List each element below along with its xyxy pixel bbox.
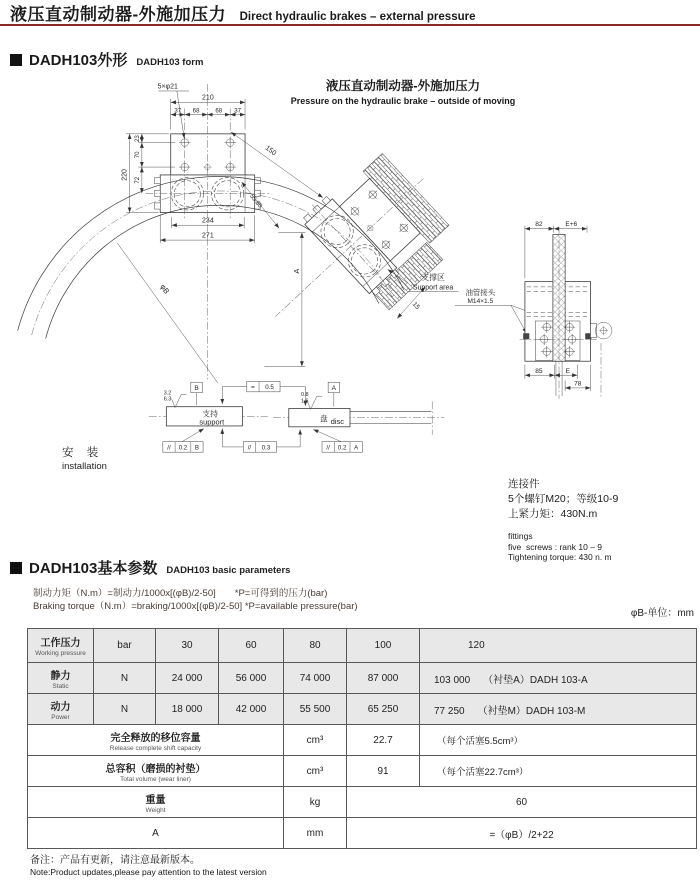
power-en: Power xyxy=(51,713,70,721)
release-unit: cm³ xyxy=(284,725,347,756)
section-form-heading xyxy=(10,49,203,70)
dim-72: 72 xyxy=(134,176,142,184)
page-title-zh: 液压直动制动器-外施加压力 xyxy=(10,5,227,24)
dim-234: 234 xyxy=(202,217,214,225)
datum-a: A xyxy=(331,385,337,393)
drawing-title-zh: 液压直动制动器-外施加压力 xyxy=(325,79,481,93)
section-square-icon xyxy=(10,562,22,574)
dim-271: 271 xyxy=(202,232,214,240)
volume-en: Total volume (wear liner) xyxy=(120,775,191,783)
power-v1: 18 000 xyxy=(156,694,219,725)
footer-note xyxy=(30,851,267,877)
fittings-en-2: five screws : rank 10 – 9 xyxy=(508,541,603,552)
dim-phiB: φB xyxy=(158,282,172,296)
section-params-en: DADH103 basic parameters xyxy=(166,565,291,576)
table-row-power xyxy=(28,694,697,725)
tol-eq-sym: = xyxy=(251,384,255,392)
oil-pipe-spec: M14×1.5 xyxy=(467,298,494,306)
dim-23: 23 xyxy=(134,135,142,143)
dim-A: A xyxy=(291,268,301,274)
roughness-a-2: 1.6 xyxy=(301,398,309,405)
wp-zh: 工作压力 xyxy=(40,638,81,649)
roughness-b-2: 6.3 xyxy=(163,396,172,403)
static-v3: 74 000 xyxy=(284,663,347,694)
weight-unit: kg xyxy=(284,787,347,818)
table-row-release xyxy=(28,725,697,756)
footer-note-zh: 备注：产品有更新，请注意最新版本。 xyxy=(30,855,200,866)
section-square-icon xyxy=(10,54,22,66)
static-unit: N xyxy=(94,663,156,694)
power-v3: 55 500 xyxy=(284,694,347,725)
dim-68a: 68 xyxy=(192,107,200,115)
dim-85: 85 xyxy=(535,368,543,376)
section-form-en: DADH103 form xyxy=(136,57,204,68)
section-params-heading xyxy=(10,557,290,578)
table-row-static xyxy=(28,663,697,694)
power-note: （衬垫M）DADH 103-M xyxy=(477,705,586,717)
static-en: Static xyxy=(52,682,69,690)
release-note: （每个活塞5.5cm³） xyxy=(420,725,697,756)
drawing-title-en: Pressure on the hydraulic brake – outside of moving xyxy=(290,96,516,106)
drawing-title xyxy=(253,76,553,106)
datum-b: B xyxy=(194,385,199,393)
dim-82: 82 xyxy=(535,221,543,229)
dim-210: 210 xyxy=(202,94,214,102)
fittings-zh-2: 5个螺钉M20；等级10-9 xyxy=(508,493,619,505)
parameters-table xyxy=(27,628,697,849)
tol-par-sym-3: // xyxy=(326,444,330,452)
fittings-en-3: Tightening torque: 430 n. m xyxy=(508,552,612,562)
dim-E: E xyxy=(565,368,570,376)
dim-15: 15 xyxy=(410,300,421,312)
dim-5550: 55-50 xyxy=(248,192,264,210)
formula-en: Braking torque（N.m）=braking/1000x[(φB)/2-50] *P=available pressure(bar) xyxy=(33,601,358,612)
volume-zh: 总容积（磨损的衬垫） xyxy=(105,763,206,775)
weight-en: Weight xyxy=(145,806,166,814)
tol-par-sym-1: // xyxy=(167,444,171,452)
volume-unit: cm³ xyxy=(284,756,347,787)
release-zh: 完全释放的移位容量 xyxy=(110,732,201,744)
tol-05: 0.5 xyxy=(265,384,274,392)
footer-note-en: Note:Product updates,please pay attention to the latest version xyxy=(30,867,267,877)
static-zh: 静力 xyxy=(50,670,71,682)
roughness-a-1: 0.8 xyxy=(301,392,309,399)
dim-70: 70 xyxy=(134,151,142,159)
dim-a-value: =（φB）/2+22 xyxy=(347,818,697,849)
fittings-zh-1: 连接件 xyxy=(508,478,540,490)
dim-68b: 68 xyxy=(215,107,223,115)
static-v4: 87 000 xyxy=(347,663,420,694)
dim-a-label: A xyxy=(28,818,284,849)
table-row-volume xyxy=(28,756,697,787)
section-params-zh: DADH103基本参数 xyxy=(29,560,158,577)
fittings-note xyxy=(508,477,618,563)
tol-02-b: 0.2 xyxy=(178,444,188,452)
fittings-zh-3: 上紧力矩：430N.m xyxy=(508,508,598,520)
wp-unit: bar xyxy=(94,629,156,663)
power-v2: 42 000 xyxy=(219,694,284,725)
wp-120: 120 xyxy=(420,629,697,663)
weight-value: 60 xyxy=(347,787,697,818)
power-unit: N xyxy=(94,694,156,725)
volume-note: （每个活塞22.7cm³） xyxy=(420,756,697,787)
table-row-dim-a xyxy=(28,818,697,849)
volume-value: 91 xyxy=(347,756,420,787)
support-area-zh: 支撑区 xyxy=(421,272,445,282)
fittings-en-1: fittings xyxy=(508,531,533,541)
oil-pipe-zh: 油管接头 xyxy=(465,287,496,297)
table-row-weight xyxy=(28,787,697,818)
dim-holes: 5×φ21 xyxy=(157,83,178,91)
dim-220: 220 xyxy=(121,169,129,181)
wp-60: 60 xyxy=(219,629,284,663)
disc-en: disc xyxy=(330,416,344,426)
page-title-en: Direct hydraulic brakes – external pressure xyxy=(239,11,476,23)
tol-datum-b: B xyxy=(194,444,199,452)
release-value: 22.7 xyxy=(347,725,420,756)
phib-unit-note: φB-单位：mm xyxy=(630,608,694,619)
installation-label xyxy=(62,444,107,472)
installation-zh: 安 装 xyxy=(62,447,104,459)
static-v1: 24 000 xyxy=(156,663,219,694)
installation-diagram xyxy=(149,381,445,452)
tol-datum-a: A xyxy=(354,444,359,452)
power-zh: 动力 xyxy=(50,701,71,713)
support-en: support xyxy=(199,417,225,427)
disc-zh: 盘 xyxy=(319,414,328,424)
release-en: Release complete shift capacity xyxy=(109,744,202,752)
rotated-view xyxy=(236,137,473,370)
wp-100: 100 xyxy=(347,629,420,663)
roughness-b-1: 3.2 xyxy=(163,390,172,397)
section-form-zh: DADH103外形 xyxy=(29,52,128,69)
dim-a-unit: mm xyxy=(284,818,347,849)
power-v4: 65 250 xyxy=(347,694,420,725)
dim-37b: 37 xyxy=(234,107,242,115)
dim-78: 78 xyxy=(574,380,582,388)
wp-30: 30 xyxy=(156,629,219,663)
static-note: （衬垫A）DADH 103-A xyxy=(483,674,588,686)
dim-37a: 37 xyxy=(174,107,182,115)
wp-en: Working pressure xyxy=(35,650,86,657)
power-v5: 77 250 xyxy=(434,705,465,717)
weight-zh: 重量 xyxy=(145,794,166,806)
tol-02-a: 0.2 xyxy=(337,444,347,452)
braking-torque-formula xyxy=(33,587,358,613)
static-v2: 56 000 xyxy=(219,663,284,694)
dim-E6: E+6 xyxy=(565,221,578,229)
wp-80: 80 xyxy=(284,629,347,663)
page-header xyxy=(0,0,700,26)
tol-par-sym-2: // xyxy=(247,444,252,452)
installation-en: installation xyxy=(62,461,107,472)
static-v5: 103 000 xyxy=(434,674,471,686)
support-zh: 支持 xyxy=(202,409,218,419)
table-row-working-pressure xyxy=(28,629,697,663)
side-view xyxy=(520,221,612,399)
tol-03: 0.3 xyxy=(261,444,271,452)
formula-zh: 制动力矩（N.m）=制动力/1000x[(φB)/2-50] *P=可得到的压力(bar) xyxy=(33,588,328,599)
support-area-en: Support area xyxy=(412,284,454,292)
dim-150: 150 xyxy=(263,144,278,158)
